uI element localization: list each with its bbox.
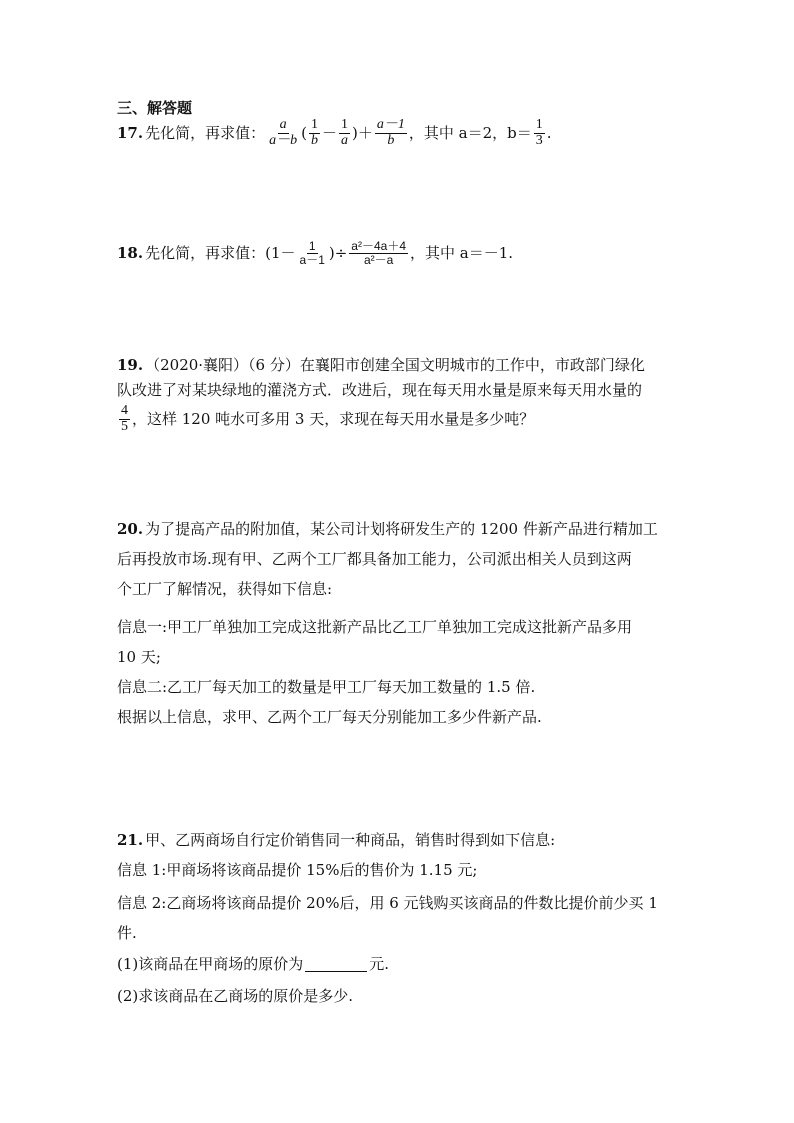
question-line: 10 天; (117, 648, 161, 666)
question-number: 18. (117, 243, 144, 262)
question-line (117, 833, 555, 848)
question-text: 甲、乙两商场自行定价销售同一种商品，销售时得到如下信息: (145, 831, 556, 849)
operator: )÷ (328, 243, 348, 262)
question-17 (117, 118, 698, 148)
question-line: (2)求该商品在乙商场的原价是多少. (117, 987, 354, 1005)
question-text: （2020·襄阳）（6 分）在襄阳市创建全国文明城市的工作中，市政部门绿化 (145, 356, 645, 374)
condition-text: ，其中 a＝2，b＝ (408, 123, 532, 142)
question-number: 19. (117, 356, 144, 374)
fraction: $\frac{a}{a-b}$ (269, 117, 298, 148)
fraction: $\frac{1}{a-1}$ (299, 239, 325, 267)
question-lead: 先化简，再求值： (145, 123, 266, 142)
question-line: 信息 1:甲商场将该商品提价 15%后的售价为 1.15 元; (117, 861, 478, 879)
question-line (117, 404, 534, 434)
fraction: $\frac{1}{a}$ (341, 117, 348, 148)
fraction: $\frac{4}{5}$ (121, 403, 128, 434)
question-18 (117, 240, 698, 266)
question-lead: 先化简，再求值：(1－ (145, 243, 296, 262)
question-number: 20. (117, 520, 144, 538)
condition-text: ，其中 a＝－1. (410, 243, 514, 262)
fraction: $\frac{a-1}{b}$ (376, 117, 405, 148)
question-line: 根据以上信息，求甲、乙两个工厂每天分别能加工多少件新产品. (117, 708, 542, 726)
operator: － (321, 123, 337, 142)
question-21 (117, 833, 698, 1013)
question-line: 个工厂了解情况，获得如下信息: (117, 580, 333, 598)
question-text: ，这样 120 吨水可多用 3 天，求现在每天用水量是多少吨？ (132, 409, 535, 428)
answer-blank[interactable] (305, 957, 367, 972)
fraction: $\frac{1}{3}$ (535, 117, 543, 148)
question-text: 为了提高产品的附加值，某公司计划将研发生产的 1200 件新产品进行精加工 (145, 520, 658, 538)
question-line: 信息 2:乙商场将该商品提价 20%后，用 6 元钱购买该商品的件数比提价前少买 1 (117, 894, 658, 912)
period: . (546, 123, 552, 142)
question-line (117, 358, 645, 373)
question-19 (117, 358, 698, 438)
operator: )＋ (352, 123, 373, 142)
fraction: $\frac{1}{b}$ (310, 117, 318, 148)
question-line: 信息二:乙工厂每天加工的数量是甲工厂每天加工数量的 1.5 倍. (117, 678, 536, 696)
question-text: 元. (369, 955, 390, 973)
question-number: 17. (117, 123, 144, 142)
question-line (117, 522, 658, 537)
question-line: 队改进了对某块绿地的灌浇方式．改进后，现在每天用水量是原来每天用水量的 (117, 381, 643, 399)
question-line: 件. (117, 924, 137, 942)
question-number: 21. (117, 831, 144, 849)
question-text: (1)该商品在甲商场的原价为 (117, 955, 304, 973)
question-20 (117, 522, 698, 732)
paren: ( (301, 123, 307, 142)
section-title: 三、解答题 (117, 99, 193, 117)
question-line (117, 957, 389, 972)
question-line: 信息一:甲工厂单独加工完成这批新产品比乙工厂单独加工完成这批新产品多用 (117, 618, 633, 636)
fraction: $\frac{\text{a²－4a＋4}}{\text{a²－a}}$ (351, 239, 406, 267)
question-line: 后再投放市场.现有甲、乙两个工厂都具备加工能力，公司派出相关人员到这两 (117, 550, 632, 568)
